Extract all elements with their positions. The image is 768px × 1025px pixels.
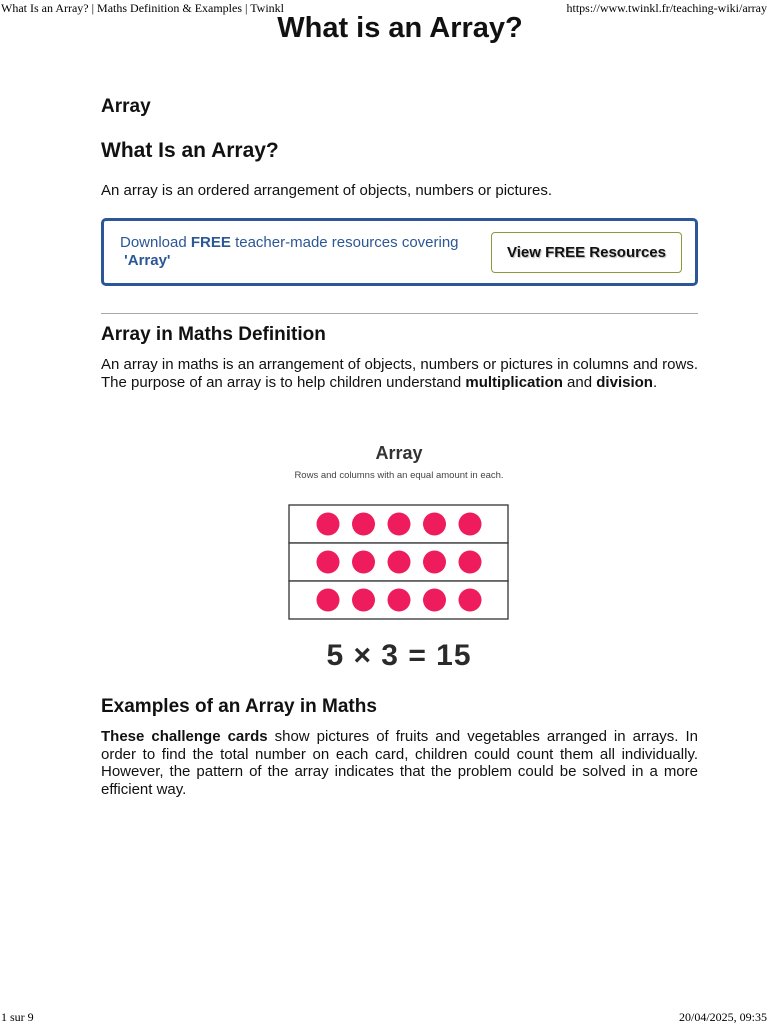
multiplication-term: multiplication: [465, 373, 563, 391]
definition-paragraph: An array in maths is an arrangement of objects, numbers or pictures in columns and rows. The purpose of an array is to help children understand multiplication and division.: [101, 356, 698, 391]
figure-equation: 5 × 3 = 15: [326, 639, 472, 672]
print-footer-datetime: 20/04/2025, 09:35: [678, 1010, 767, 1024]
array-dot: [388, 551, 411, 574]
array-dot: [317, 589, 340, 612]
figure-subtitle: Rows and columns with an equal amount in each.: [294, 470, 504, 481]
division-term: division: [596, 373, 653, 391]
array-dot: [459, 513, 482, 536]
array-dot: [459, 589, 482, 612]
print-footer: [0, 1009, 768, 1025]
array-dot: [352, 513, 375, 536]
array-dot: [352, 589, 375, 612]
examples-paragraph: These challenge cards show pictures of fruits and vegetables arranged in arrays. In order to find the total number on each card, children could count them all individually. However, the pattern of the array indicates that the problem could be solved in a more efficient way.: [101, 728, 698, 798]
definition-heading: Array in Maths Definition: [101, 324, 326, 345]
banner-topic: 'Array': [124, 252, 171, 269]
section-divider: [101, 313, 698, 314]
examples-heading: Examples of an Array in Maths: [101, 696, 377, 717]
array-dot: [423, 551, 446, 574]
page-title: What is an Array?: [277, 12, 523, 44]
print-header-url: https://www.twinkl.fr/teaching-wiki/array: [566, 1, 767, 15]
array-dot: [352, 551, 375, 574]
array-dot: [388, 589, 411, 612]
array-dot: [423, 513, 446, 536]
array-dot: [317, 513, 340, 536]
resources-banner: [101, 218, 698, 286]
print-footer-page-number: 1 sur 9: [1, 1010, 34, 1024]
banner-free-label: FREE: [190, 234, 231, 251]
figure-title: Array: [375, 443, 423, 463]
array-dot: [388, 513, 411, 536]
banner-text: Download FREE teacher-made resources covering 'Array': [120, 234, 459, 269]
array-illustration: [286, 436, 512, 676]
what-is-heading: What Is an Array?: [101, 139, 279, 162]
array-dot: [459, 551, 482, 574]
intro-paragraph: An array is an ordered arrangement of objects, numbers or pictures.: [101, 182, 553, 199]
array-dot: [423, 589, 446, 612]
term-heading: Array: [101, 96, 151, 117]
view-free-resources-button[interactable]: View FREE Resources: [491, 232, 682, 273]
array-grid: [286, 436, 512, 636]
print-header-title: What Is an Array? | Maths Definition & Examples | Twinkl: [1, 1, 285, 15]
challenge-cards-term: These challenge cards: [101, 728, 268, 745]
array-dot: [317, 551, 340, 574]
